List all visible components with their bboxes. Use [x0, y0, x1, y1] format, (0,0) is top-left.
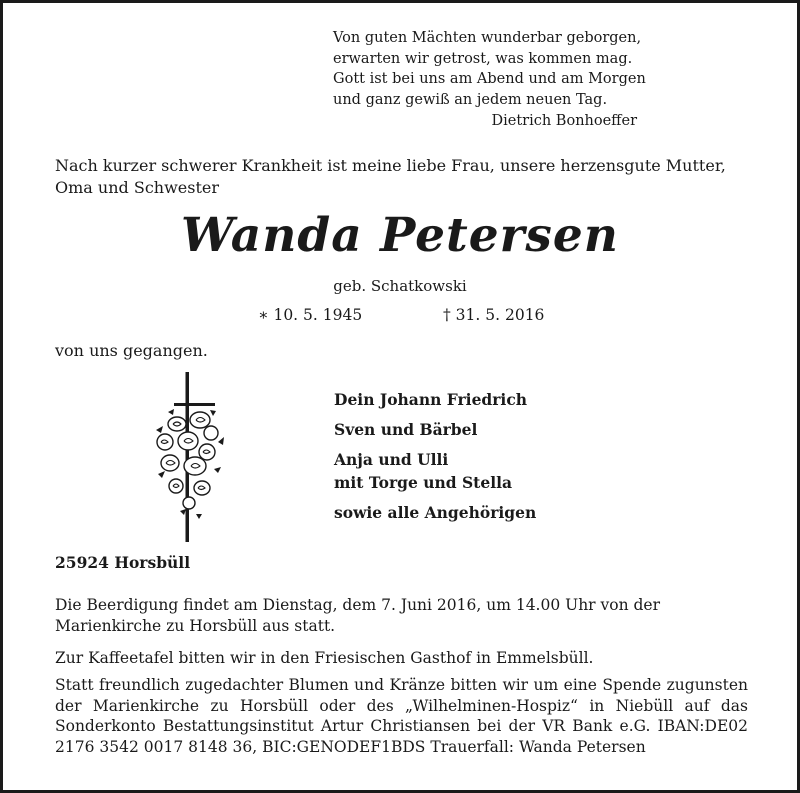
- mourner-relatives: sowie alle Angehörigen: [334, 503, 537, 522]
- death-date: † 31. 5. 2016: [443, 306, 545, 324]
- passed-text: von uns gegangen.: [55, 341, 208, 360]
- donation-info: Statt freundlich zugedachter Blumen und Kränze bitten wir um eine Spende zugunsten der Marienkirche zu Horsbüll oder des „Wilhelminen-Hospiz“ in Niebüll auf das Sonderkonto Bestattungsinstitut Artur Christiansen bei der VR Bank e.G. IBAN:DE02 2176 3542 0017 8148 36, BIC:GENODEF1BDS Trauerfall: Wanda Petersen: [55, 676, 748, 756]
- mourner-children: Anja und Ulli: [334, 450, 449, 469]
- mourners-list: [334, 388, 734, 531]
- intro-text: Nach kurzer schwerer Krankheit ist meine liebe Frau, unsere herzensgute Mutter, Oma und Schwester: [55, 156, 726, 197]
- funeral-info: Die Beerdigung findet am Dienstag, dem 7. Juni 2016, um 14.00 Uhr von der Marienkirche zu Horsbüll aus statt.: [55, 596, 661, 635]
- mourner-husband: Dein Johann Friedrich: [334, 390, 528, 409]
- coffee-info: Zur Kaffeetafel bitten wir in den Friesischen Gasthof in Emmelsbüll.: [55, 649, 594, 667]
- location: 25924 Horsbüll: [55, 553, 191, 572]
- poem-line: und ganz gewiß an jedem neuen Tag.: [333, 91, 608, 108]
- birth-date: ∗ 10. 5. 1945: [258, 306, 363, 324]
- cross-with-roses-icon: [148, 372, 228, 542]
- poem-author: Dietrich Bonhoeffer: [491, 113, 637, 129]
- maiden-name: geb. Schatkowski: [333, 277, 467, 295]
- bonhoeffer-poem: [333, 28, 646, 132]
- mourner-children: Sven und Bärbel: [334, 420, 478, 439]
- deceased-name: Wanda Petersen: [181, 208, 619, 263]
- poem-line: Von guten Mächten wunderbar geborgen,: [333, 30, 642, 46]
- poem-line: Gott ist bei uns am Abend und am Morgen: [333, 71, 646, 87]
- poem-line: erwarten wir getrost, was kommen mag.: [333, 50, 633, 67]
- mourner-grandchildren: mit Torge und Stella: [334, 473, 513, 492]
